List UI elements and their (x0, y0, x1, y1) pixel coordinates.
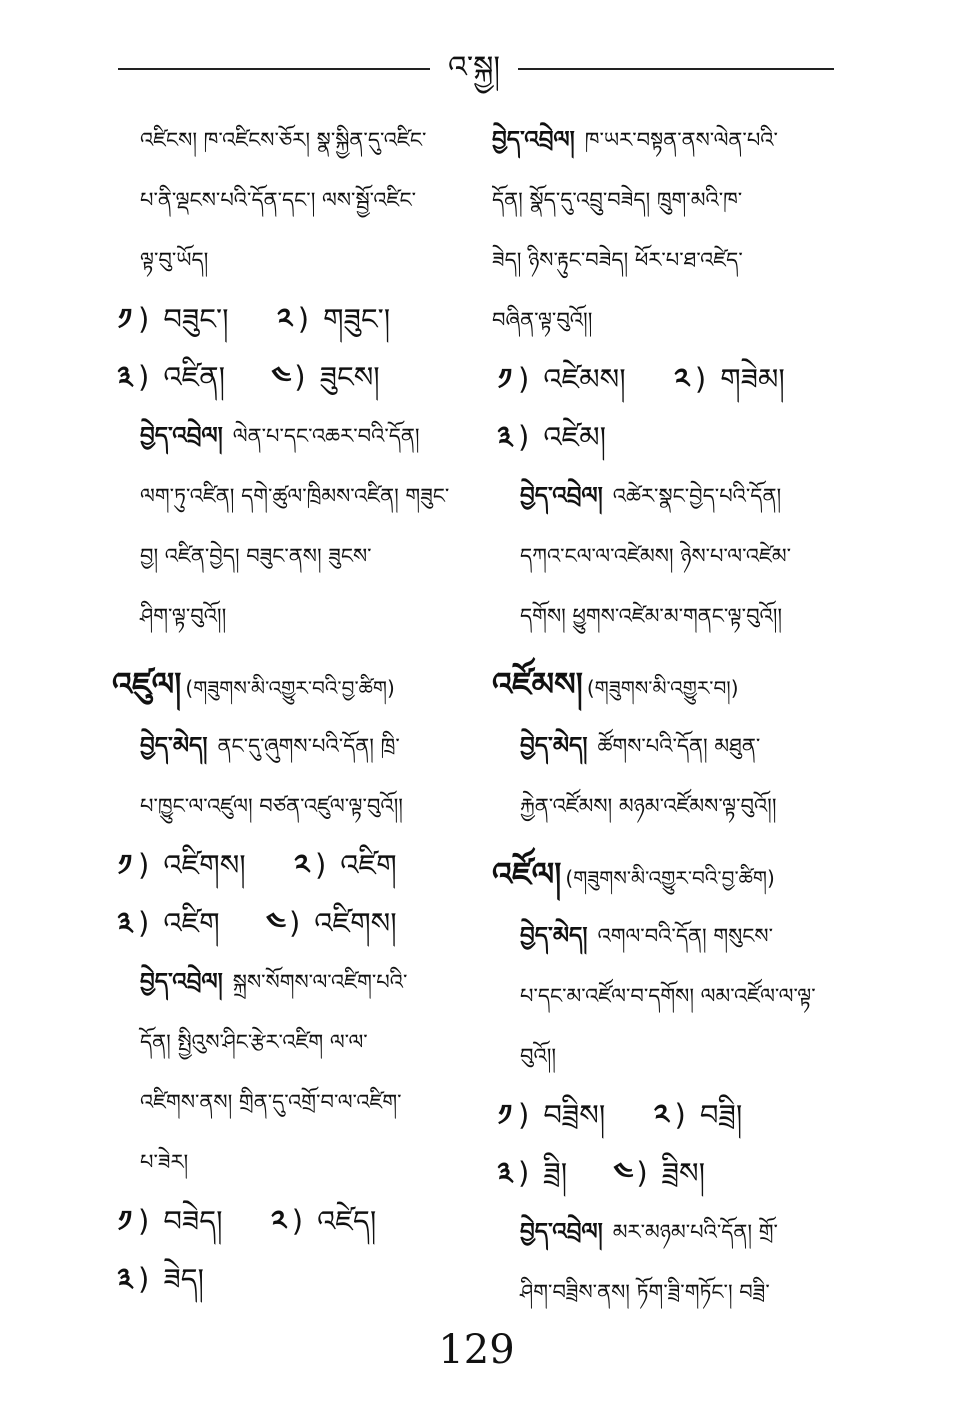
definition-text: ནང་དུ་ཞུགས་པའི་དོན། ཁྲི་ (217, 734, 400, 758)
form-number: ༡ (497, 1098, 513, 1132)
verb-form: འཛིན། (163, 360, 226, 394)
definition-block (112, 716, 474, 836)
definition-block (492, 716, 840, 836)
grammar-tag: བྱེད་འབྲེལ། (140, 969, 223, 995)
definition-block (492, 466, 840, 646)
page-number: 129 (438, 1327, 515, 1373)
form-number: ༤ (613, 1156, 634, 1190)
text-line: ལག་ཏུ་འཛིན། དགེ་ཚུལ་ཁྲིམས་འཛིན། གཟུང་ (140, 484, 450, 508)
verb-form: འཛིག (163, 906, 220, 940)
form-number: ༡ (117, 848, 133, 882)
definition-block (492, 110, 840, 350)
text-line (492, 1202, 840, 1262)
paren: ) (518, 362, 530, 396)
paren: ) (138, 1262, 150, 1296)
verb-forms-row (492, 1086, 840, 1144)
definition-text: མར་མཉམ་པའི་དོན། གྲོ་ (612, 1220, 778, 1244)
text-line: ཟེད། ཉིས་རྟུང་བཟེད། ཕོར་པ་ཐ་འཛེད་ (492, 248, 743, 272)
text-line: དཀའ་ངལ་ལ་འཛེམས། ཉེས་པ་ལ་འཛེམ་ (520, 544, 792, 568)
text-line: ལྟ་བུ་ཡོད། (140, 248, 209, 272)
headword: འཛོམས། (492, 665, 583, 703)
paren: ) (518, 1156, 530, 1190)
verb-form: འཛིགས། (314, 906, 397, 940)
grammar-tag: བྱེད་འབྲེལ། (520, 1219, 603, 1245)
verb-forms-row (112, 1192, 474, 1250)
verb-form: ཟེད། (163, 1262, 204, 1296)
grammar-tag: བྱེད་འབྲེལ། (140, 423, 223, 449)
paren: ) (138, 848, 150, 882)
form-number: ༢ (294, 848, 310, 882)
header-rule-right (518, 68, 834, 70)
paren: ) (518, 1098, 530, 1132)
paren: ) (694, 362, 707, 396)
form-number: ༢ (277, 302, 293, 336)
form-number: ༣ (117, 906, 133, 940)
paren: ) (314, 848, 327, 882)
form-number: ༤ (271, 360, 292, 394)
form-number: ༡ (117, 1204, 133, 1238)
grammar-tag: བྱེད་མེད། (520, 923, 588, 949)
verb-form: གཟེམ། (720, 362, 785, 396)
text-line: པ་དང་མ་འཛོལ་བ་དགོས། ལམ་འཛོལ་ལ་ལྟ་ (520, 984, 816, 1008)
paren: ) (291, 1204, 304, 1238)
verb-form: ཟུངས། (319, 360, 380, 394)
paren: ) (294, 360, 306, 394)
text-line: བུའོ།། (520, 1044, 557, 1068)
verb-form: འཛེད། (317, 1204, 377, 1238)
grammar-tag: བྱེད་མེད། (520, 733, 588, 759)
definition-text: འཚེར་སྣང་བྱེད་པའི་དོན། (612, 484, 782, 508)
form-number: ༣ (497, 1156, 513, 1190)
text-line (492, 906, 840, 966)
grammar-tag: བྱེད་འབྲེལ། (492, 127, 575, 153)
verb-form: ཟྲིས། (661, 1156, 706, 1190)
paren: ) (138, 302, 150, 336)
grammar-tag: བྱེད་འབྲེལ། (520, 483, 603, 509)
form-number: ༢ (674, 362, 690, 396)
entry-headword (492, 652, 840, 716)
verb-form: ཟྲི། (543, 1156, 568, 1190)
text-line: པ་ཟེར། (140, 1150, 189, 1174)
right-column (492, 110, 840, 1322)
running-header: འ་སྐྱ། (447, 50, 501, 85)
paren: ) (674, 1098, 686, 1132)
verb-forms-row (112, 290, 474, 348)
verb-form: བཟྲིས། (543, 1098, 606, 1132)
form-number: ༡ (117, 302, 133, 336)
text-line: ཤིག་བཟྲིས་ནས། ཏོག་ཟྲི་གཏོང་། བཟྲི་ (520, 1280, 770, 1304)
verb-form: གཟུང་། (323, 302, 391, 336)
form-number: ༢ (654, 1098, 670, 1132)
verb-form: འཛེམ། (543, 420, 607, 454)
verb-form: འཛིགས། (163, 848, 246, 882)
text-line: དགོས། ཕྱུགས་འཛེམ་མ་གནང་ལྟ་བུའོ།། (520, 604, 783, 628)
verb-form: འཛིག (340, 848, 397, 882)
headword: འཛོལ། (492, 855, 562, 893)
text-line (492, 110, 840, 170)
headword: འཛུལ། (112, 665, 182, 703)
text-line (112, 716, 474, 776)
paren: ) (138, 906, 150, 940)
form-number: ༢ (271, 1204, 287, 1238)
verb-form: བཟུང་། (163, 302, 229, 336)
definition-block (112, 406, 474, 646)
grammar-tag: བྱེད་མེད། (140, 733, 208, 759)
text-line (492, 466, 840, 526)
text-line: དོན། སྤྱིའུས་ཤིང་རྩེར་འཛིག ལ་ལ་ (140, 1030, 368, 1054)
text-line (112, 406, 474, 466)
verb-forms-row (112, 348, 474, 406)
verb-forms-row (492, 350, 840, 408)
verb-forms-row (492, 1144, 840, 1202)
text-line (492, 716, 840, 776)
paren: ) (138, 360, 150, 394)
text-line: དོན། སྣོད་དུ་འབྲུ་བཟེད། ཁྲུག་མའི་ཁ་ (492, 188, 743, 212)
text-line: བཞིན་ལྟ་བུའོ།། (492, 308, 593, 332)
form-number: ༤ (265, 906, 286, 940)
verb-form: བཟེད། (163, 1204, 223, 1238)
verb-form: འཛེམས། (543, 362, 626, 396)
headword-gloss: (གཟུགས་མི་འགྱུར་བའི་བྱ་ཚིག) (565, 866, 775, 890)
verb-forms-row (112, 836, 474, 894)
form-number: ༣ (117, 360, 133, 394)
text-line: རྐྱེན་འཛོམས། མཉམ་འཛོམས་ལྟ་བུའོ།། (520, 794, 777, 818)
headword-gloss: (གཟུགས་མི་འགྱུར་བའི་བྱ་ཚིག) (185, 676, 395, 700)
text-line: བྱ། འཛིན་བྱེད། བཟུང་ནས། ཟུངས་ (140, 544, 372, 568)
verb-forms-row (112, 1250, 474, 1308)
text-line (112, 952, 474, 1012)
paren: ) (636, 1156, 648, 1190)
paren: ) (288, 906, 301, 940)
paren: ) (138, 1204, 150, 1238)
left-column (112, 110, 474, 1308)
entry-headword (112, 652, 474, 716)
paren: ) (518, 420, 530, 454)
verb-forms-row (492, 408, 840, 466)
form-number: ༣ (497, 420, 513, 454)
definition-text: སྐྲས་སོགས་ལ་འཛིག་པའི་ (232, 970, 408, 994)
definition-text: ཁ་ཡར་བསྟན་ནས་ལེན་པའི་ (584, 128, 778, 152)
text-line: འཛིངས། ཁ་འཛིངས་ཅོར། སྣ་སྐྱིན་དུ་འཛིང་ (140, 128, 427, 152)
form-number: ༣ (117, 1262, 133, 1296)
definition-text: འགལ་བའི་དོན། གསུངས་ (597, 924, 773, 948)
verb-form: བཟྲི། (699, 1098, 743, 1132)
definition-text: ལེན་པ་དང་འཆར་བའི་དོན། (232, 424, 420, 448)
text-line: འཛིགས་ནས། གྲིན་དུ་འགྲོ་བ་ལ་འཛིག་ (140, 1090, 402, 1114)
text-line: པ་ཁྱུང་ལ་འཛུལ། བཙན་འཛུལ་ལྟ་བུའོ།། (140, 794, 403, 818)
definition-block (492, 906, 840, 1086)
verb-forms-row (112, 894, 474, 952)
entry-continuation (112, 110, 474, 290)
definition-block (492, 1202, 840, 1322)
entry-headword (492, 842, 840, 906)
definition-block (112, 952, 474, 1192)
paren: ) (297, 302, 310, 336)
headword-gloss: (གཟུགས་མི་འགྱུར་བ།) (586, 676, 739, 700)
header-rule-left (118, 68, 430, 70)
text-line: པ་ནི་ལྡངས་པའི་དོན་དང་། ལས་སྦྱོ་འཛིང་ (140, 188, 416, 212)
definition-text: ཚོགས་པའི་དོན། མཐུན་ (597, 734, 761, 758)
form-number: ༡ (497, 362, 513, 396)
text-line: ཤིག་ལྟ་བུའོ།། (140, 604, 227, 628)
